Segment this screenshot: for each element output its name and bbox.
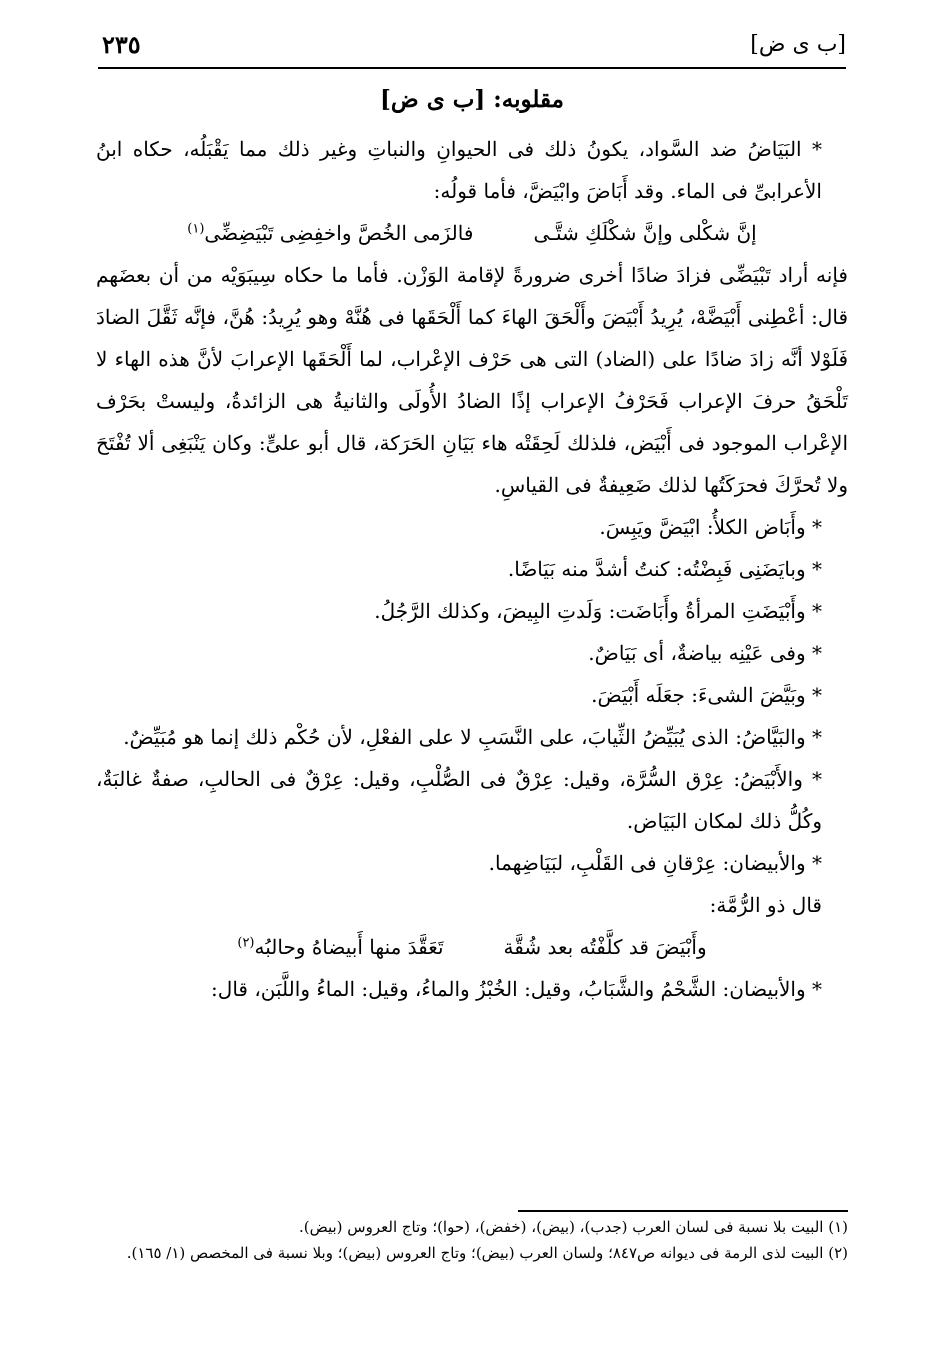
entry-paragraph: * والأبيضان: الشَّحْمُ والشَّبَابُ، وقيل: الخُبْزُ والماءُ، وقيل: الماءُ واللَّبَن، قال:: [211, 977, 822, 1001]
verse-second-hemistich: تَعَقَّدَ منها أَبيضاهُ وحالبُه$^{(٢)}$: [237, 935, 444, 959]
footnote-reference[interactable]: (١): [187, 221, 205, 237]
entry-paragraph: * وبايَضَنِى فَبِضْتُه: كنتُ أشدَّ منه بَيَاضًا.: [507, 557, 822, 581]
verse-first-hemistich: إنَّ شكْلى وإنَّ شكْلَكِ شتَّـى: [533, 221, 757, 245]
footnote-rule: [518, 1210, 848, 1212]
entry-paragraph: فإنه أراد تَبْيَضِّى فزادَ ضادًا أخرى ضرورةً لإقامة الوَزْن. فأما ما حكاه سِيبَوَيْه من أن بعضَهم قال: أعْطِنى أَبْيَضَّهْ، يُرِيدُ أَبْيَضَ وأَلْحَقَ الهاءَ كما أَلْحَقَها فى هُنَّهْ وهو يُرِيدُ: هُنَّ، فإنَّه ثَقَّلَ الضادَ فَلَوْلا أنَّه زادَ ضادًا على (الضاد) التى هى حَرْف الإعْراب، لما أَلْحَقَها الإعرابَ لأنَّ هذه الهاء لا تَلْحَقُ حرفَ الإعراب فَحَرْفُ الإعراب إذًا الضادُ الأُولَى والثانيةُ هى الزائدةُ، وليستْ بحَرْف الإعْراب الموجود فى أَبْيَض، فلذلك لَحِقَتْه هاء بَيَانِ الحَرَكة، قال أبو علىٍّ: وكان يَنْبَغِى ألا تُفْتَحَ ولا تُحرَّكَ فحرَكَتُها لذلك ضَعِيفةٌ فى القياسِ.: [96, 263, 848, 497]
footnote-reference[interactable]: (٢): [237, 935, 255, 951]
entry-paragraph: * وأَبْيَضَتِ المرأةُ وأَبَاضَت: وَلَدتِ البِيضَ، وكذلك الرَّجُلُ.: [374, 599, 822, 623]
verse-second-hemistich: فالزَمى الخُصَّ واخفِضِى تَبْيَضِضِّى$^{(١)}$: [187, 221, 474, 245]
footnote: (٢) البيت لذى الرمة فى ديوانه ص٨٤٧؛ ولسان العرب (بيض)؛ وتاج العروس (بيض)؛ وبلا نسبة فى المخصص (١/ ١٦٥).: [126, 1244, 848, 1262]
entry-paragraph: * والبَيَّاضُ: الذى يُبَيِّضُ الثِّيابَ، على النَّسَبِ لا على الفعْلِ، لأن حُكْم ذلك إنما هو مُبَيِّضٌ.: [123, 725, 822, 749]
page-number: ٢٣٥: [102, 30, 141, 59]
footnotes: [96, 1214, 848, 1266]
running-head: [ب ى ض]: [750, 32, 846, 57]
page-header: [96, 30, 846, 62]
verse-first-hemistich: وأَبْيَضَ قد كلَّفْتُه بعد شُقَّة: [503, 935, 707, 959]
verse-line: [96, 926, 848, 968]
entry-paragraph: * وفى عَيْنِه بياضةٌ، أى بَيَاضٌ.: [588, 641, 822, 665]
verse-line: [96, 212, 848, 254]
entry-paragraph: * والأبيضان: عِرْقانِ فى القَلْبِ، لبَيَاضِهما.: [488, 851, 822, 875]
main-text: [96, 128, 848, 1010]
entry-paragraph: * والأَبْيَضُ: عِرْق السُّرَّة، وقيل: عِرْقٌ فى الصُّلْبِ، وقيل: عِرْقٌ فى الحالبِ، صفةٌ غالبَةٌ، وكُلُّ ذلك لمكان البَيَاض.: [96, 767, 822, 833]
entry-paragraph: * البَيَاضُ ضد السَّواد، يكونُ ذلك فى الحيوانِ والنباتِ وغير ذلك مما يَقْبَلُه، حكاه ابنُ الأعرابىِّ فى الماء. وقد أَبَاضَ وابْيَضَّ، فأما قولُه:: [96, 137, 822, 203]
section-title: مقلوبه: [ب ى ض]: [380, 86, 564, 113]
entry-paragraph: * وأَبَاض الكلأُ: ابْيَضَّ ويَبِسَ.: [599, 515, 822, 539]
entry-paragraph: قال ذو الرُّمَّة:: [709, 893, 822, 917]
header-rule: [98, 67, 846, 69]
footnote: (١) البيت بلا نسبة فى لسان العرب (جدب)، (بيض)، (خفض)، (حوا)؛ وتاج العروس (بيض).: [298, 1218, 848, 1236]
entry-paragraph: * وبَيَّضَ الشىءَ: جعَلَه أَبْيَضَ.: [591, 683, 822, 707]
